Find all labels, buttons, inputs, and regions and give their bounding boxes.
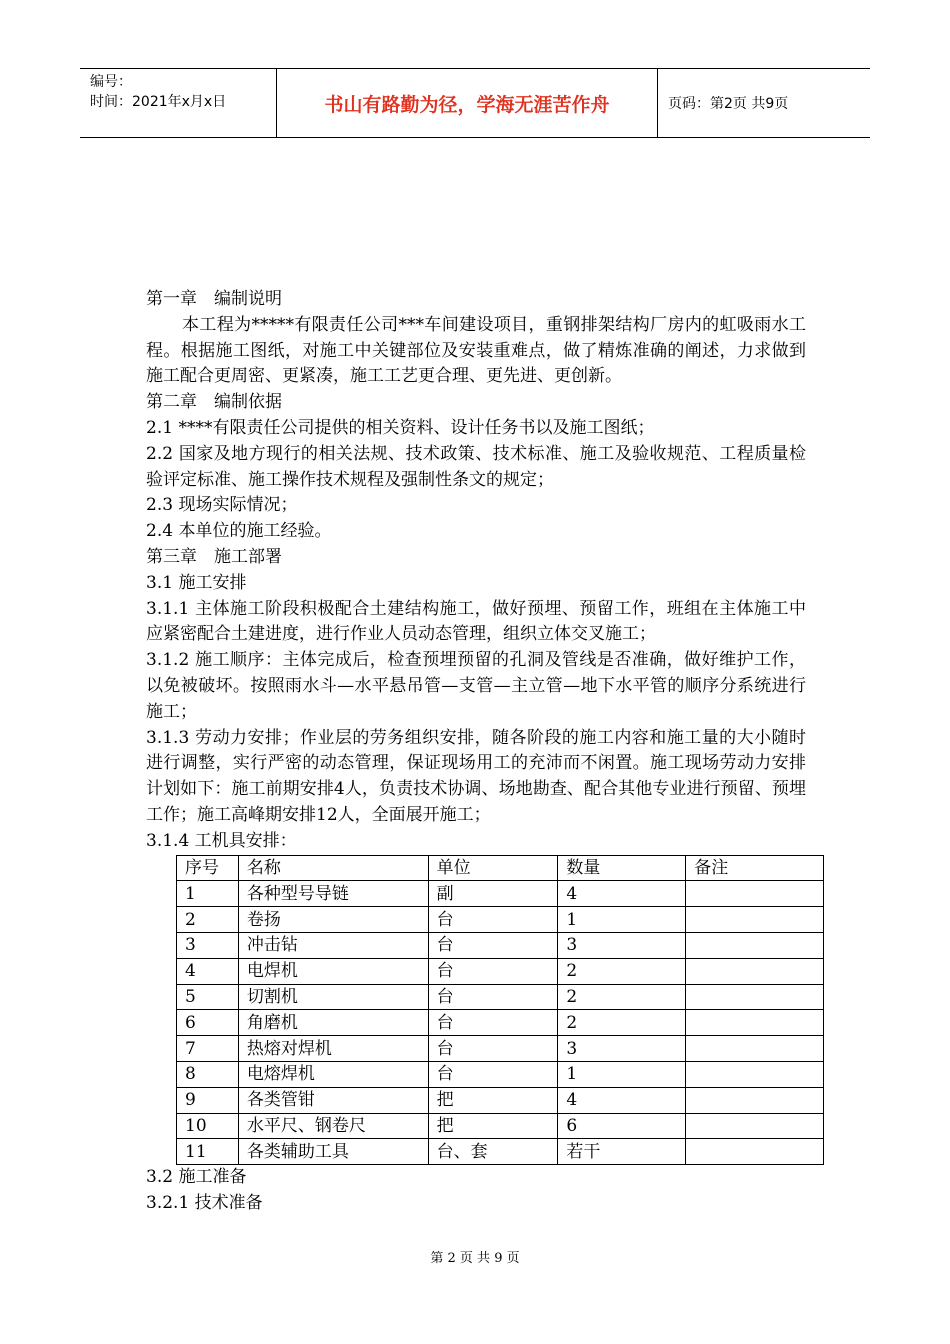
header-cell: 名称	[238, 855, 428, 881]
header-cell: 备注	[686, 855, 824, 881]
cell-note	[686, 1113, 824, 1139]
cell-unit: 把	[428, 1113, 558, 1139]
cell-no: 5	[177, 984, 239, 1010]
cell-name: 热熔对焊机	[238, 1036, 428, 1062]
doc-date: 时间：2021年x月x日	[90, 94, 227, 110]
cell-unit: 台、套	[428, 1139, 558, 1165]
cell-name: 电焊机	[238, 958, 428, 984]
chapter-3-title: 第三章 施工部署	[146, 546, 282, 567]
table-row	[177, 1113, 824, 1139]
cell-name: 电熔焊机	[238, 1061, 428, 1087]
table-row	[177, 1139, 824, 1165]
cell-no: 11	[177, 1139, 239, 1165]
cell-qty: 3	[558, 1036, 686, 1062]
cell-name: 各种型号导链	[238, 881, 428, 907]
section-2-2: 2.2 国家及地方现行的相关法规、技术政策、技术标准、施工及验收规范、工程质量检验评定标准、施工操作技术规程及强制性条文的规定；	[146, 443, 806, 490]
cell-unit: 台	[428, 958, 558, 984]
cell-qty: 2	[558, 984, 686, 1010]
table-row	[177, 984, 824, 1010]
cell-qty: 若干	[558, 1139, 686, 1165]
cell-name: 各类管钳	[238, 1087, 428, 1113]
cell-unit: 台	[428, 1010, 558, 1036]
cell-qty: 3	[558, 932, 686, 958]
cell-unit: 台	[428, 1036, 558, 1062]
doc-code: 编号：	[90, 74, 132, 90]
header-meta	[80, 69, 277, 137]
cell-note	[686, 1010, 824, 1036]
section-2-3: 2.3 现场实际情况；	[146, 495, 298, 516]
cell-note	[686, 881, 824, 907]
cell-qty: 2	[558, 1010, 686, 1036]
cell-note	[686, 1061, 824, 1087]
section-3-1-2: 3.1.2 施工顺序：主体完成后，检查预埋预留的孔洞及管线是否准确，做好维护工作，以免被破坏。按照雨水斗—水平悬吊管—支管—主立管—地下水平管的顺序分系统进行施工；	[146, 650, 806, 722]
header-cell: 单位	[428, 855, 558, 881]
cell-note	[686, 932, 824, 958]
cell-qty: 1	[558, 907, 686, 933]
cell-unit: 台	[428, 1061, 558, 1087]
table-row	[177, 932, 824, 958]
page-footer: 第 2 页 共 9 页	[430, 1251, 520, 1266]
chapter-1-title: 第一章 编制说明	[146, 289, 282, 309]
cell-qty: 2	[558, 958, 686, 984]
cell-unit: 把	[428, 1087, 558, 1113]
cell-qty: 4	[558, 881, 686, 907]
cell-unit: 台	[428, 932, 558, 958]
table-header-row	[177, 855, 824, 881]
cell-note	[686, 958, 824, 984]
cell-note	[686, 907, 824, 933]
document-body	[146, 287, 806, 1217]
header-cell: 序号	[177, 855, 239, 881]
header-motto: 书山有路勤为径，学海无涯苦作舟	[277, 69, 658, 137]
table-row	[177, 1036, 824, 1062]
cell-no: 10	[177, 1113, 239, 1139]
cell-no: 6	[177, 1010, 239, 1036]
section-2-4: 2.4 本单位的施工经验。	[146, 521, 332, 542]
section-3-2: 3.2 施工准备	[146, 1167, 247, 1188]
section-2-1: 2.1 ****有限责任公司提供的相关资料、设计任务书以及施工图纸；	[146, 417, 655, 438]
cell-no: 9	[177, 1087, 239, 1113]
cell-unit: 副	[428, 881, 558, 907]
tools-table	[176, 855, 824, 1166]
table-row	[177, 958, 824, 984]
section-3-1-1: 3.1.1 主体施工阶段积极配合土建结构施工，做好预埋、预留工作，班组在主体施工中应紧密配合土建进度，进行作业人员动态管理，组织立体交叉施工；	[146, 598, 806, 645]
cell-no: 2	[177, 907, 239, 933]
cell-qty: 1	[558, 1061, 686, 1087]
cell-name: 切割机	[238, 984, 428, 1010]
cell-note	[686, 1036, 824, 1062]
section-3-2-1: 3.2.1 技术准备	[146, 1192, 263, 1213]
cell-name: 各类辅助工具	[238, 1139, 428, 1165]
cell-qty: 4	[558, 1087, 686, 1113]
cell-qty: 6	[558, 1113, 686, 1139]
cell-no: 4	[177, 958, 239, 984]
section-3-1-4: 3.1.4 工机具安排：	[146, 830, 297, 851]
cell-note	[686, 984, 824, 1010]
cell-name: 角磨机	[238, 1010, 428, 1036]
cell-note	[686, 1087, 824, 1113]
cell-no: 8	[177, 1061, 239, 1087]
header-cell: 数量	[558, 855, 686, 881]
table-row	[177, 1087, 824, 1113]
table-row	[177, 907, 824, 933]
page-header	[80, 68, 870, 138]
table-row	[177, 1010, 824, 1036]
cell-no: 3	[177, 932, 239, 958]
section-3-1-3: 3.1.3 劳动力安排；作业层的劳务组织安排，随各阶段的施工内容和施工量的大小随时进行调整，实行严密的动态管理，保证现场用工的充沛而不闲置。施工现场劳动力安排计划如下：施工前期安排4人，负责技术协调、场地勘查、配合其他专业进行预留、预埋工作；施工高峰期安排12人，全面展开施工；	[146, 727, 806, 825]
chapter-2-title: 第二章 编制依据	[146, 392, 282, 413]
cell-name: 卷扬	[238, 907, 428, 933]
cell-no: 1	[177, 881, 239, 907]
table-row	[177, 1061, 824, 1087]
table-row	[177, 881, 824, 907]
cell-name: 水平尺、钢卷尺	[238, 1113, 428, 1139]
header-page-info: 页码：第2页 共9页	[668, 96, 789, 112]
cell-note	[686, 1139, 824, 1165]
section-3-1: 3.1 施工安排	[146, 572, 247, 593]
cell-no: 7	[177, 1036, 239, 1062]
chapter-1-paragraph: 本工程为*****有限责任公司***车间建设项目，重钢排架结构厂房内的虹吸雨水工程。根据施工图纸，对施工中关键部位及安装重难点，做了精炼准确的阐述，力求做到施工配合更周密、更紧凑，施工工艺更合理、更先进、更创新。	[146, 314, 806, 387]
cell-unit: 台	[428, 907, 558, 933]
cell-name: 冲击钻	[238, 932, 428, 958]
cell-unit: 台	[428, 984, 558, 1010]
